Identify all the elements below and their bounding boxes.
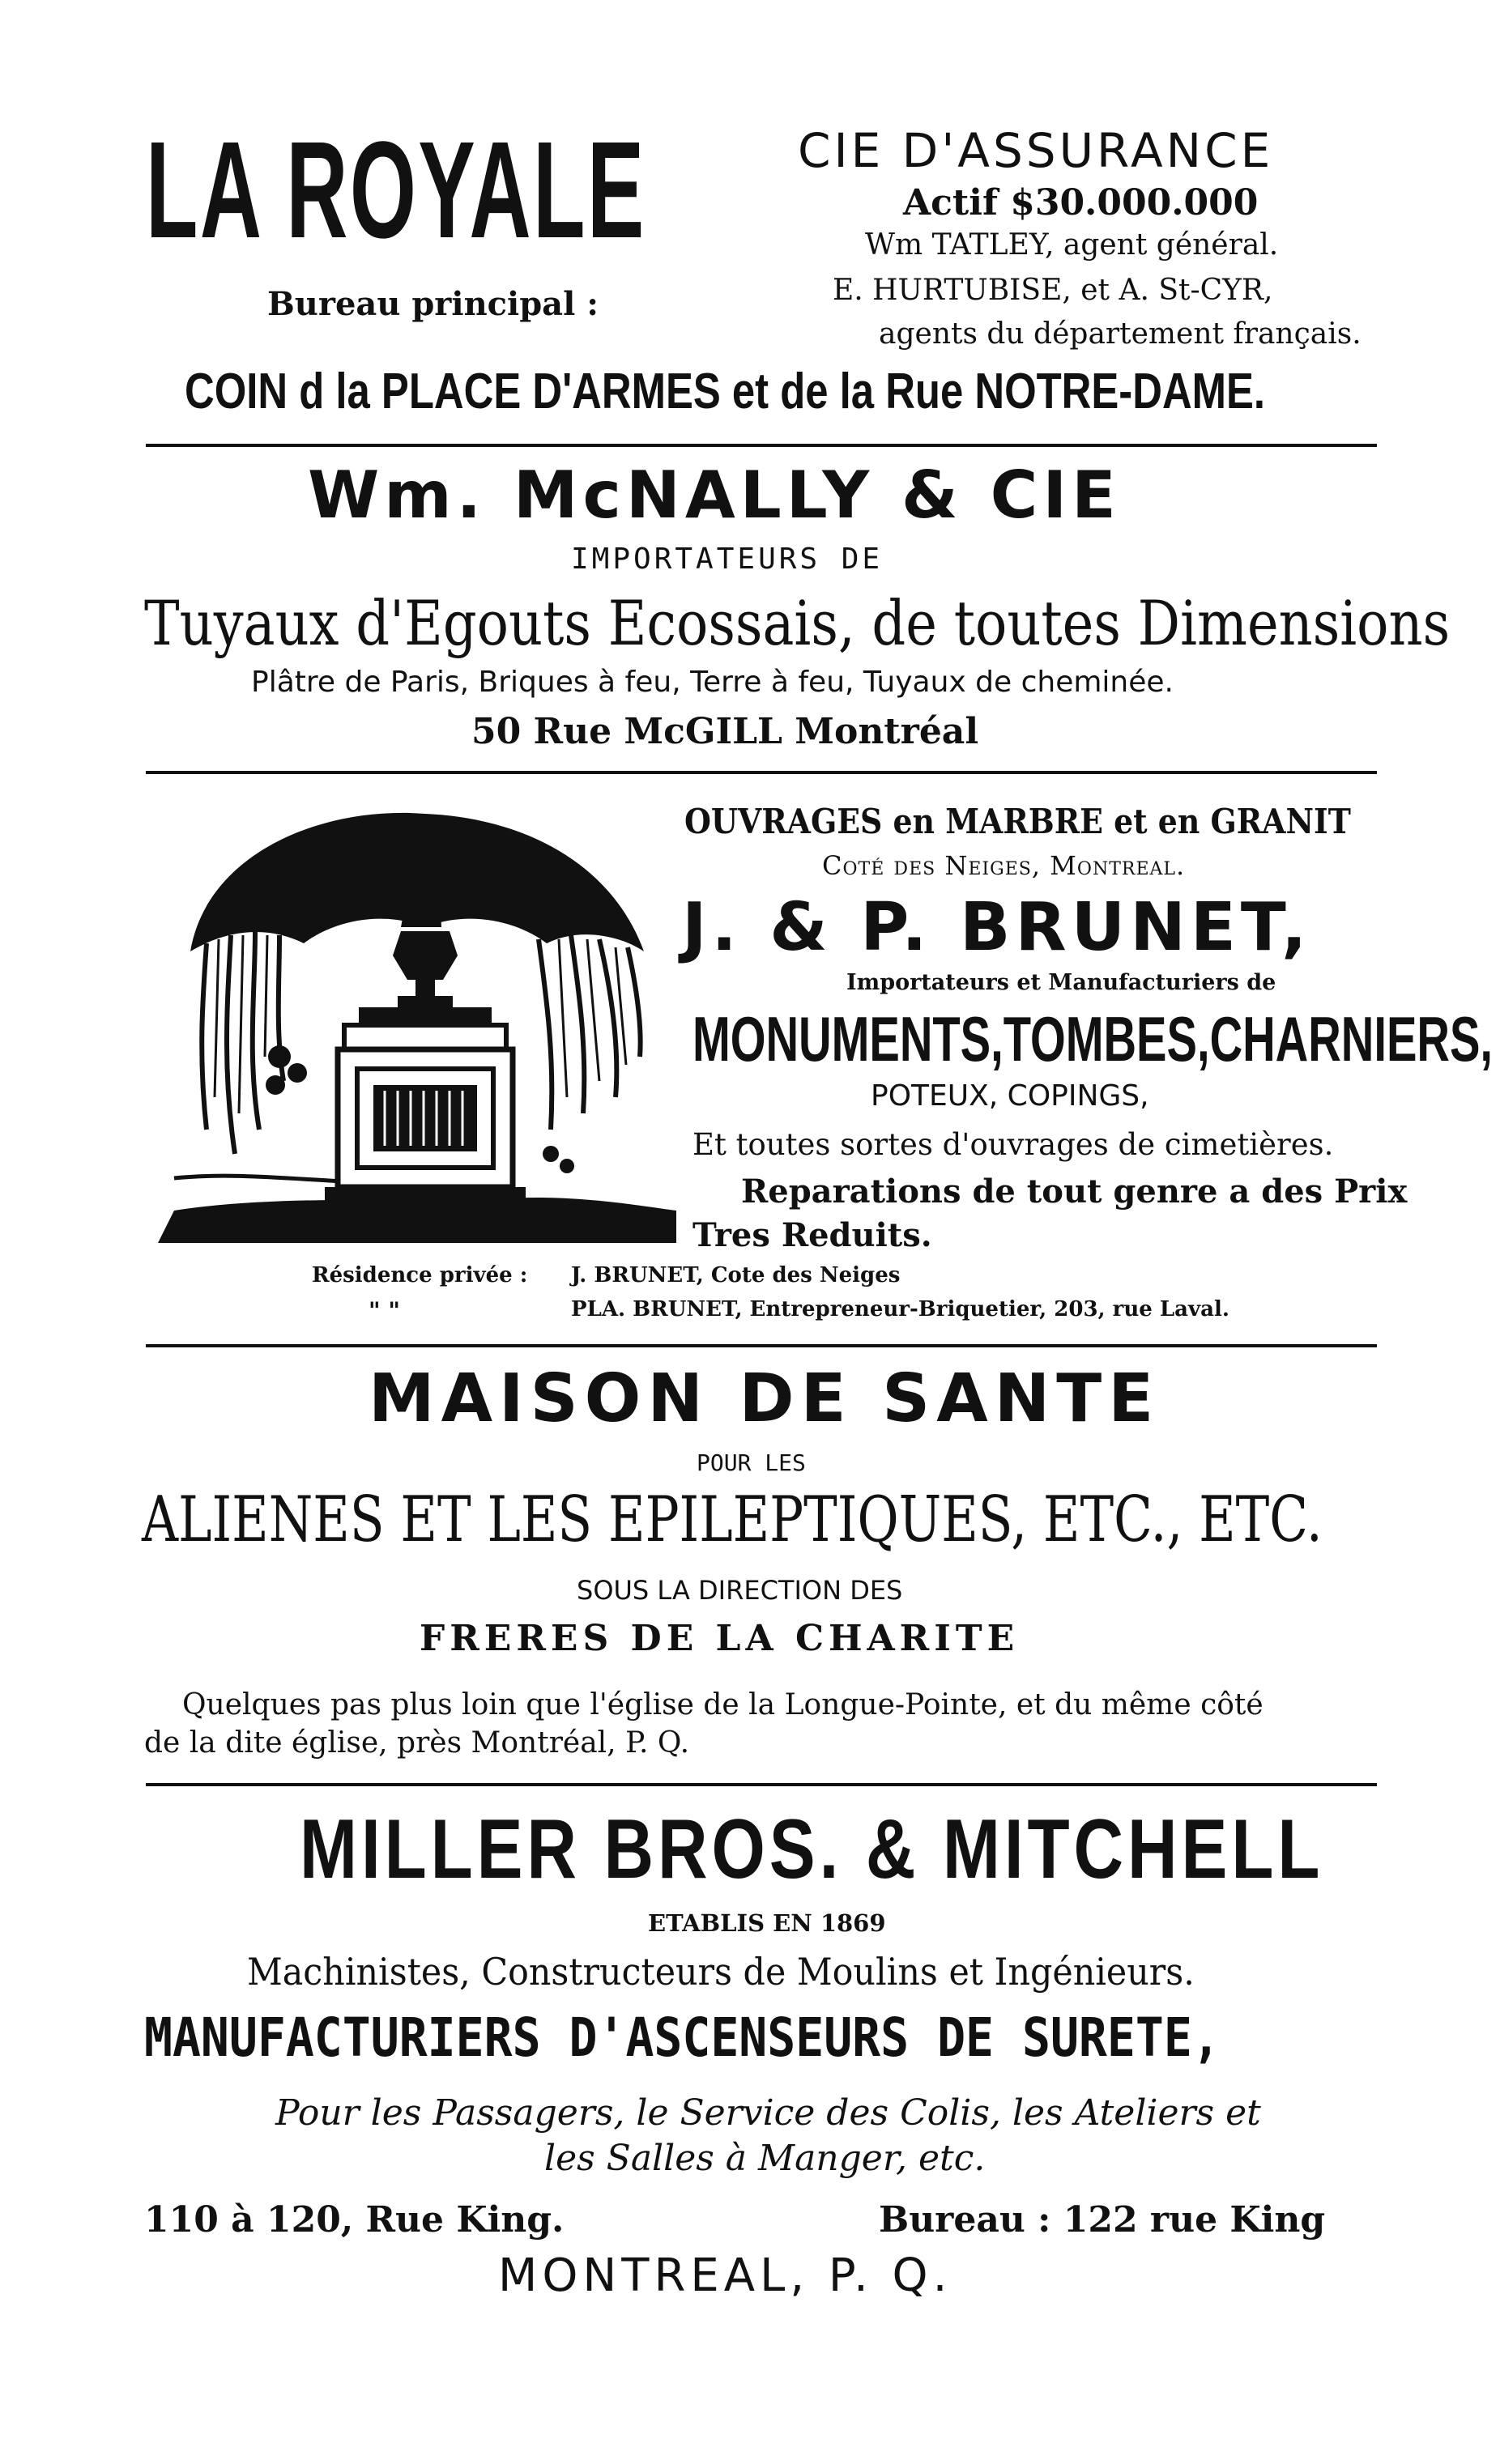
brunet-name: J. & P. BRUNET,	[682, 889, 1312, 966]
brunet-works: OUVRAGES en MARBRE et en GRANIT	[684, 802, 1351, 841]
royale-assets: Actif $30.000.000	[903, 182, 1259, 223]
royale-company: CIE D'ASSURANCE	[798, 123, 1274, 178]
sante-pour: POUR LES	[697, 1449, 806, 1476]
miller-city: MONTREAL, P. Q.	[498, 2249, 952, 2302]
miller-name: MILLER BROS. & MITCHELL	[300, 1802, 1324, 1896]
mcnally-headline: Tuyaux d'Egouts Ecossais, de toutes Dimensions	[144, 587, 1451, 659]
brunet-ditto: " "	[369, 1297, 400, 1324]
royale-bureau: Bureau principal :	[267, 285, 599, 323]
brunet-residence-label: Résidence privée :	[312, 1263, 528, 1287]
divider-2	[146, 771, 1377, 774]
brunet-location: Coté des Neiges, Montreal.	[822, 850, 1186, 881]
royale-address: COIN d la PLACE D'ARMES et de la Rue NOTRE-DAME.	[185, 364, 1266, 419]
royale-agent-general: Wm TATLEY, agent général.	[865, 228, 1279, 262]
sante-freres: FRERES DE LA CHARITE	[420, 1618, 1020, 1659]
brunet-others: Et toutes sortes d'ouvrages de cimetières.	[692, 1127, 1334, 1162]
brunet-residence-1: J. BRUNET, Cote des Neiges	[571, 1263, 901, 1287]
royale-agents-line1: E. HURTUBISE, et A. St-CYR,	[833, 274, 1273, 307]
brunet-products: MONUMENTS,TOMBES,CHARNIERS,	[692, 1003, 1494, 1075]
royale-agents-line2: agents du département français.	[879, 317, 1362, 351]
miller-established: ETABLIS EN 1869	[648, 1909, 886, 1937]
monument-engraving	[158, 789, 676, 1243]
brunet-products2: POTEUX, COPINGS,	[871, 1079, 1149, 1113]
miller-uses-line2: les Salles à Manger, etc.	[544, 2138, 986, 2179]
miller-trades: Machinistes, Constructeurs de Moulins et Ingénieurs.	[247, 1950, 1195, 1994]
royale-name: LA ROYALE	[146, 113, 646, 267]
miller-bureau: Bureau : 122 rue King	[879, 2199, 1326, 2241]
divider-3	[146, 1344, 1377, 1347]
sante-direction: SOUS LA DIRECTION DES	[577, 1575, 903, 1606]
divider-1	[146, 444, 1377, 447]
mcnally-role: IMPORTATEURS DE	[571, 543, 884, 576]
miller-address: 110 à 120, Rue King.	[144, 2199, 565, 2241]
sante-subjects: ALIENES ET LES EPILEPTIQUES, ETC., ETC.	[142, 1483, 1323, 1556]
brunet-repairs-line2: Tres Reduits.	[692, 1216, 932, 1254]
divider-4	[146, 1783, 1377, 1786]
mcnally-products: Plâtre de Paris, Briques à feu, Terre à feu, Tuyaux de cheminée.	[251, 666, 1174, 699]
mcnally-address: 50 Rue McGILL Montréal	[471, 711, 979, 752]
mcnally-name: Wm. McNALLY & CIE	[308, 457, 1121, 533]
brunet-residence-2: PLA. BRUNET, Entrepreneur-Briquetier, 203, rue Laval.	[571, 1297, 1229, 1321]
brunet-role: Importateurs et Manufacturiers de	[846, 970, 1276, 995]
brunet-repairs-line1: Reparations de tout genre a des Prix	[741, 1172, 1408, 1211]
sante-location-line1: Quelques pas plus loin que l'église de la Longue-Pointe, et du même côté	[182, 1688, 1263, 1721]
miller-manufacturers: MANUFACTURIERS D'ASCENSEURS DE SURETE,	[144, 2007, 1221, 2069]
sante-location-line2: de la dite église, près Montréal, P. Q.	[144, 1726, 690, 1760]
miller-uses-line1: Pour les Passagers, le Service des Colis, les Ateliers et	[275, 2092, 1261, 2134]
sante-title: MAISON DE SANTE	[369, 1360, 1161, 1437]
